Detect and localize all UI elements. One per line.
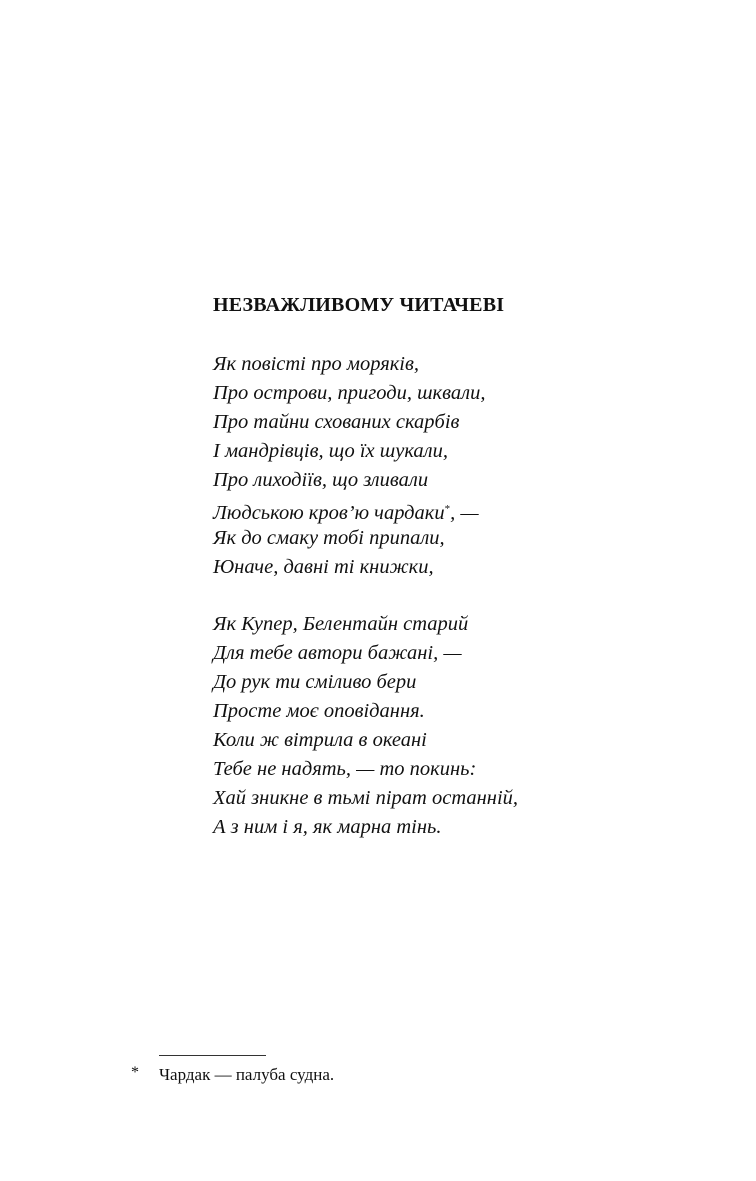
poem-line: Хай зникне в тьмі пірат останній, bbox=[213, 787, 519, 809]
footnote-text: Чардак — палуба судна. bbox=[159, 1065, 335, 1084]
poem-line-tail: , — bbox=[450, 502, 479, 524]
poem-line: Юначе, давні ті книжки, bbox=[213, 556, 434, 578]
footnote-mark: * bbox=[131, 1064, 139, 1081]
footnote-divider bbox=[159, 1055, 266, 1056]
poem-line: Як повісті про моряків, bbox=[213, 353, 420, 375]
poem-line-with-footnote bbox=[213, 495, 485, 524]
poem-line: Про лиходіїв, що зливали bbox=[213, 469, 429, 491]
poem-line: Тебе не надять, — то покинь: bbox=[213, 758, 477, 780]
footnote-reference: * bbox=[444, 503, 451, 515]
poem-line: Просте моє оповідання. bbox=[213, 700, 425, 722]
poem-line: До рук ти сміливо бери bbox=[213, 671, 417, 693]
poem-line: Для тебе автори бажані, — bbox=[213, 642, 462, 664]
poem-line: Коли ж вітрила в океані bbox=[213, 729, 427, 751]
poem-line: Про острови, пригоди, шквали, bbox=[213, 382, 486, 404]
stanza-1 bbox=[213, 350, 485, 582]
poem-line: Про тайни схованих скарбів bbox=[213, 411, 460, 433]
poem-line: І мандрівців, що їх шукали, bbox=[213, 440, 448, 462]
stanza-2 bbox=[213, 610, 518, 842]
poem-line: Як до смаку тобі припали, bbox=[213, 527, 445, 549]
poem-line-text: Людською кров’ю чардаки bbox=[213, 502, 445, 524]
poem-title: НЕЗВАЖЛИВОМУ ЧИТАЧЕВІ bbox=[213, 294, 505, 316]
poem-line: А з ним і я, як марна тінь. bbox=[213, 816, 442, 838]
poem-line: Як Купер, Белентайн старий bbox=[213, 613, 469, 635]
